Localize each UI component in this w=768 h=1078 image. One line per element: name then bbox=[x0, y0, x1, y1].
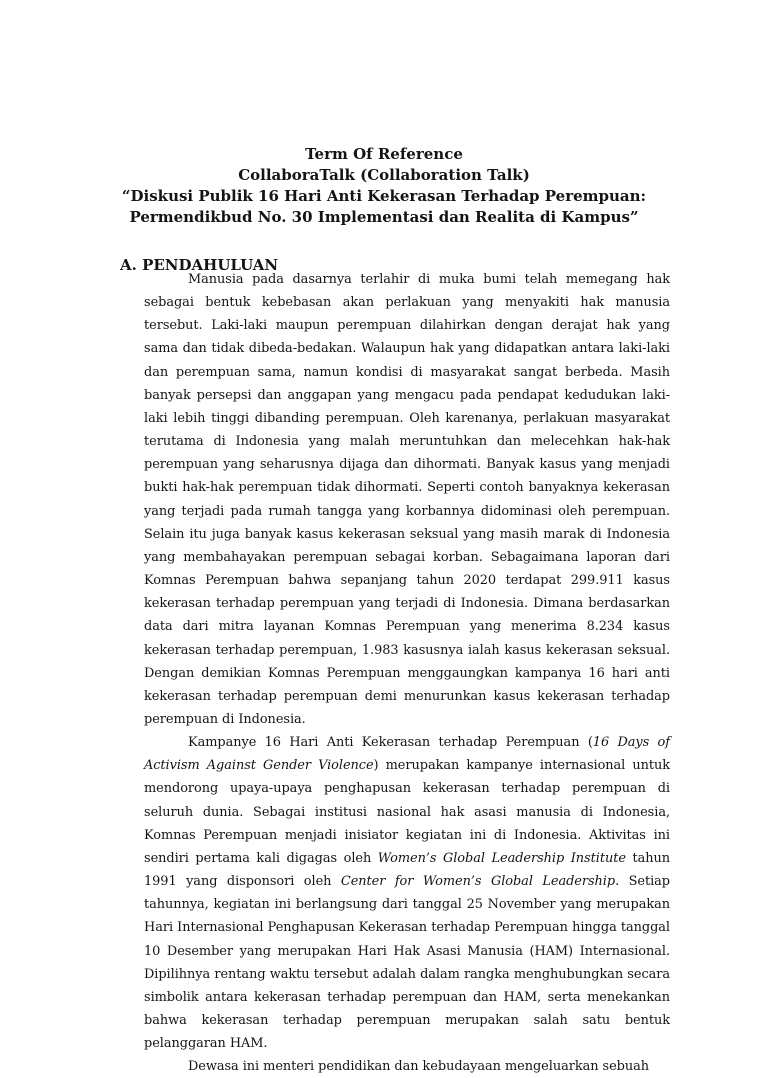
title-line-1: Term Of Reference bbox=[305, 145, 463, 163]
title-line-2: CollaboraTalk (Collaboration Talk) bbox=[238, 166, 530, 184]
body-text bbox=[144, 268, 670, 1078]
paragraph-3: Dewasa ini menteri pendidikan dan kebudayaan mengeluarkan sebuah bbox=[188, 1059, 650, 1075]
paragraph-2-italic-institute: Women’s Global Leadership Institute bbox=[377, 850, 626, 866]
paragraph-2-part-3: tahun 1991 yang disponsori oleh bbox=[144, 850, 670, 890]
paragraph-2-part-4: . Setiap tahunnya, kegiatan ini berlangsung dari tanggal 25 November yang merupakan Hari Internasional Penghapusan Kekerasan terhadap Perempuan hingga tanggal 10 Desember yang merupakan Hari Hak Asasi Manusia (HAM) Internasional. Dipilihnya rentang waktu tersebut adalah dalam rangka menghubungkan secara simbolik antara kekerasan terhadap perempuan dan HAM, serta menekankan bahwa kekerasan terhadap perempuan merupakan salah satu bentuk pelanggaran HAM. bbox=[144, 874, 670, 1052]
paragraph-2 bbox=[144, 731, 670, 1055]
paragraph-2-italic-center: Center for Women’s Global Leadership bbox=[340, 874, 616, 890]
paragraph-2-part-2: ) merupakan kampanye internasional untuk mendorong upaya-upaya penghapusan kekerasan terhadap perempuan di seluruh dunia. Sebagai institusi nasional hak asasi manusia di Indonesia, Komnas Perempuan menjadi inisiator kegiatan ini di Indonesia. Aktivitas ini sendiri pertama kali digagas oleh bbox=[144, 758, 671, 866]
paragraph-1: Manusia pada dasarnya terlahir di muka bumi telah memegang hak sebagai bentuk kebebasan akan perlakuan yang menyakiti hak manusia tersebut. Laki-laki maupun perempuan dilahirkan dengan derajat hak yang sama dan tidak dibeda-bedakan. Walaupun hak yang didapatkan antara laki-laki dan perempuan sama, namun kondisi di masyarakat sangat berbeda. Masih banyak persepsi dan anggapan yang mengacu pada pendapat kedudukan laki-laki lebih tinggi dibanding perempuan. Oleh karenanya, perlakuan masyarakat terutama di Indonesia yang malah meruntuhkan dan melecehkan hak-hak perempuan yang seharusnya dijaga dan dihormati. Banyak kasus yang menjadi bukti hak-hak perempuan tidak dihormati. Seperti contoh banyaknya kekerasan yang terjadi pada rumah tangga yang korbannya didominasi oleh perempuan. Selain itu juga banyak kasus kekerasan seksual yang masih marak di Indonesia yang membahayakan perempuan sebagai korban. Sebagaimana laporan dari Komnas Perempuan bahwa sepanjang tahun 2020 terdapat 299.911 kasus kekerasan terhadap perempuan yang terjadi di Indonesia. Dimana berdasarkan data dari mitra layanan Komnas Perempuan yang menerima 8.234 kasus kekerasan terhadap perempuan, 1.983 kasusnya ialah kasus kekerasan seksual. Dengan demikian Komnas Perempuan menggaungkan kampanya 16 hari anti kekerasan terhadap perempuan demi menurunkan kasus kekerasan terhadap perempuan di Indonesia. bbox=[144, 272, 670, 727]
title-line-4: Permendikbud No. 30 Implementasi dan Realita di Kampus” bbox=[129, 208, 639, 226]
document-title bbox=[0, 144, 768, 228]
paragraph-2-italic-campaign: 16 Days of Activism Against Gender Violence bbox=[144, 735, 670, 774]
paragraph-2-part-1: Kampanye 16 Hari Anti Kekerasan terhadap Perempuan ( bbox=[188, 735, 593, 751]
section-a-heading: A. PENDAHULUAN bbox=[120, 256, 279, 274]
title-line-3: “Diskusi Publik 16 Hari Anti Kekerasan Terhadap Perempuan: bbox=[121, 187, 647, 205]
